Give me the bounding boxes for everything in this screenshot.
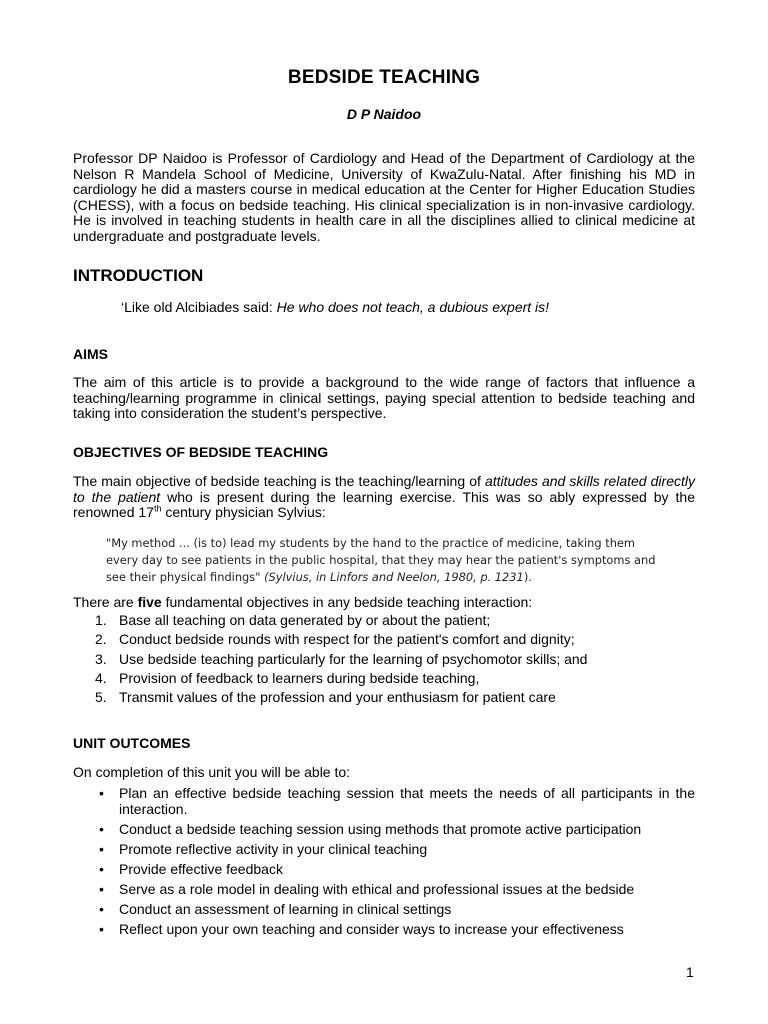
objective-number: 1. [95, 612, 107, 628]
objective-item [73, 669, 695, 688]
objective-number: 3. [95, 650, 107, 667]
objectives-text-italic: attitudes and skills related directly to the patient [73, 473, 695, 505]
objective-text: Conduct bedside rounds with respect for the patient's comfort and dignity; [119, 631, 575, 648]
bullet-icon: • [99, 840, 104, 857]
outcome-text: Provide effective feedback [119, 860, 283, 877]
outcome-text: Conduct a bedside teaching session using methods that promote active participation [119, 820, 642, 837]
bullet-icon: • [99, 785, 104, 801]
outcome-text: Promote reflective activity in your clinical teaching [119, 840, 428, 857]
outcome-item [73, 842, 695, 858]
list-intro-pre: There are [73, 594, 138, 610]
outcome-item [73, 786, 695, 817]
outcome-text: Plan an effective bedside teaching session that meets the needs of all participants in the interaction. [119, 785, 695, 817]
objective-text: Transmit values of the profession and your enthusiasm for patient care [119, 689, 556, 706]
unit-outcomes-heading: UNIT OUTCOMES [73, 735, 191, 751]
outcome-item [73, 902, 695, 918]
unit-outcomes-list [73, 786, 695, 941]
sylvius-citation-end: ). [523, 570, 532, 584]
page-number: 1 [686, 964, 694, 980]
objective-item [73, 650, 695, 669]
sylvius-quote [106, 535, 666, 586]
sylvius-citation: (Sylvius, in Linfors and Neelon, 1980, p. 1231 [264, 570, 524, 584]
outcome-text: Serve as a role model in dealing with ethical and professional issues at the bedside [119, 880, 635, 897]
bullet-icon: • [99, 900, 104, 917]
objective-item [73, 611, 695, 630]
introduction-quote-lead: ‘Like old Alcibiades said: [121, 299, 277, 315]
objectives-text-1: The main objective of bedside teaching is the teaching/learning of [73, 473, 485, 489]
outcome-item [73, 822, 695, 838]
outcome-item [73, 882, 695, 898]
objective-number: 2. [95, 631, 107, 648]
objective-item [73, 688, 695, 707]
objective-item [73, 630, 695, 649]
aims-heading: AIMS [73, 346, 108, 362]
author-bio: Professor DP Naidoo is Professor of Cardiology and Head of the Department of Cardiology at the Nelson R Mandela School of Medicine, University of KwaZulu-Natal. After finishing his MD in cardiology he did a masters course in medical education at the Center for Higher Education Studies (CHESS), with a focus on bedside teaching. His clinical specialization is in non-invasive cardiology. He is involved in teaching students in health care in all the disciplines allied to clinical medicine at undergraduate and postgraduate levels. [73, 150, 695, 244]
objectives-text-2: who is present during the learning exercise. This was so ably expressed by the renowned 17 [73, 488, 695, 521]
introduction-quote-italic: He who does not teach, a dubious expert is! [276, 299, 550, 315]
bullet-icon: • [99, 820, 104, 837]
objectives-list-intro [73, 595, 695, 611]
bullet-icon: • [99, 880, 104, 897]
aims-text: The aim of this article is to provide a background to the wide range of factors that influence a teaching/learning programme in clinical settings, paying special attention to bedside teaching and taking into consideration the student’s perspective. [73, 374, 695, 422]
outcome-text: Conduct an assessment of learning in clinical settings [119, 900, 452, 917]
objectives-superscript: th [153, 503, 162, 514]
list-intro-post: fundamental objectives in any bedside teaching interaction: [161, 594, 533, 610]
objective-text: Use bedside teaching particularly for the learning of psychomotor skills; and [119, 650, 588, 667]
objectives-list [73, 611, 695, 707]
objective-number: 4. [95, 669, 107, 686]
outcome-text: Reflect upon your own teaching and consider ways to increase your effectiveness [119, 920, 624, 937]
introduction-heading: INTRODUCTION [73, 266, 204, 285]
objectives-heading: OBJECTIVES OF BEDSIDE TEACHING [73, 444, 329, 460]
unit-outcomes-intro: On completion of this unit you will be able to: [73, 764, 351, 780]
sylvius-quote-text: "My method ... (is to) lead my students by the hand to the practice of medicine, taking them every day to see patients in the public hospital, that they may hear the patient's symptoms and see their physical findings" [106, 536, 656, 584]
objective-number: 5. [95, 689, 107, 706]
objectives-paragraph [73, 474, 695, 521]
objectives-text-3: century physician Sylvius: [161, 504, 326, 521]
document-author: D P Naidoo [346, 106, 422, 122]
document-title: BEDSIDE TEACHING [287, 67, 481, 88]
outcome-item [73, 862, 695, 878]
bullet-icon: • [99, 860, 104, 877]
introduction-quote [121, 299, 549, 315]
list-intro-bold: five [137, 594, 162, 610]
bullet-icon: • [99, 920, 104, 937]
objective-text: Provision of feedback to learners during bedside teaching, [119, 669, 480, 686]
outcome-item [73, 922, 695, 938]
objective-text: Base all teaching on data generated by or about the patient; [119, 612, 491, 628]
